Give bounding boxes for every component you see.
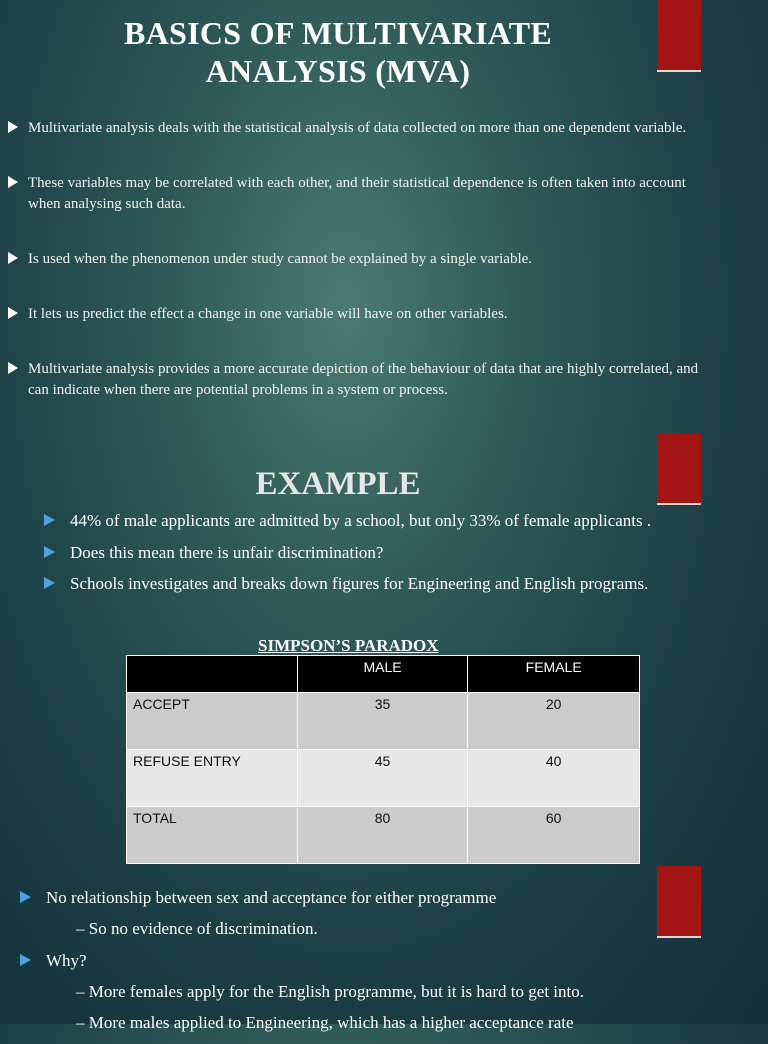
triangle-bullet-icon [8,252,18,264]
table-header-cell [127,656,298,693]
sub-item: – More females apply for the English programme, but it is hard to get into. [76,981,584,1001]
table-cell: 80 [297,807,468,864]
simpsons-paradox-table [126,655,640,864]
slide-title [0,14,676,90]
bullet-item: Schools investigates and breaks down figures for Engineering and English programs. [44,573,754,595]
explanation-list [20,887,720,1044]
table-header-cell: FEMALE [468,656,640,693]
triangle-bullet-icon [8,176,18,188]
table-cell: 20 [468,693,640,750]
example-title: EXAMPLE [255,466,421,502]
bullet-item: 44% of male applicants are admitted by a school, but only 33% of female applicants . [44,510,754,532]
table-cell: ACCEPT [127,693,298,750]
triangle-bullet-icon [44,546,55,558]
table-header-cell: MALE [297,656,468,693]
table-row [127,807,640,864]
triangle-bullet-icon [44,514,55,526]
triangle-bullet-icon [8,362,18,374]
triangle-bullet-icon [20,954,31,966]
triangle-bullet-icon [8,121,18,133]
bullet-item: Is used when the phenomenon under study cannot be explained by a single variable. [8,249,708,270]
bullet-item: These variables may be correlated with each other, and their statistical dependence is often taken into account when analysing such data. [8,173,708,215]
bullet-item: It lets us predict the effect a change in one variable will have on other variables. [8,304,708,325]
sub-item: – So no evidence of discrimination. [76,919,318,938]
sub-item: – More males applied to Engineering, which has a higher acceptance rate [76,1013,574,1032]
table-cell: 60 [468,807,640,864]
table-row [127,693,640,750]
bullet-item: Why? [20,950,720,972]
bullet-item: No relationship between sex and acceptance for either programme [20,887,720,909]
bullet-item: Multivariate analysis deals with the statistical analysis of data collected on more than one dependent variable. [8,118,708,139]
table-title: SIMPSON’S PARADOX [258,636,439,655]
bullet-item: Multivariate analysis provides a more accurate depiction of the behaviour of data that are highly correlated, and can indicate when there are potential problems in a system or process. [8,359,708,401]
bullet-list [8,118,708,435]
triangle-bullet-icon [20,891,31,903]
title-line-1: BASICS OF MULTIVARIATE [123,15,553,51]
table-row [127,750,640,807]
table-cell: 40 [468,750,640,807]
example-bullet-list [44,510,754,605]
bullet-item: Does this mean there is unfair discrimination? [44,542,754,564]
triangle-bullet-icon [44,577,55,589]
table-header-row [127,656,640,693]
table-cell: 35 [297,693,468,750]
title-line-2: ANALYSIS (MVA) [205,53,471,89]
triangle-bullet-icon [8,307,18,319]
table-cell: TOTAL [127,807,298,864]
table-cell: 45 [297,750,468,807]
table-cell: REFUSE ENTRY [127,750,298,807]
